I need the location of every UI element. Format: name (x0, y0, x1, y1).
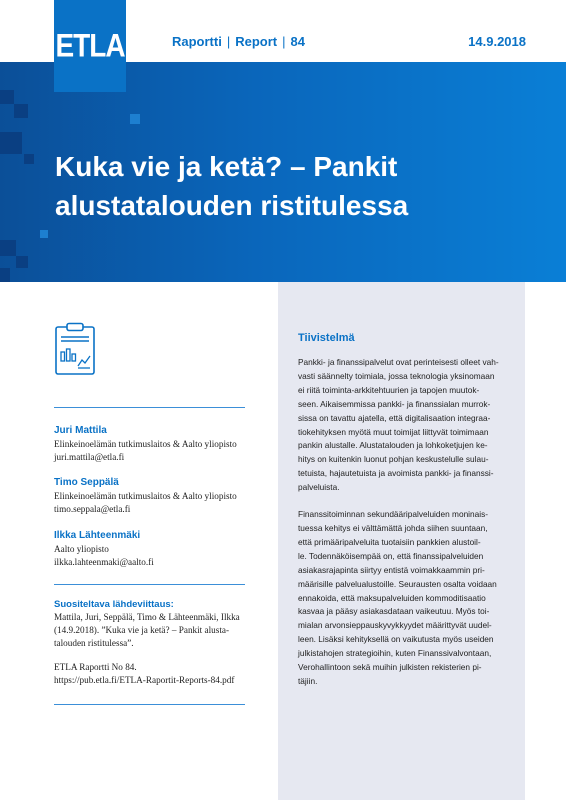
divider (54, 584, 245, 585)
author-name: Ilkka Lähteenmäki (54, 530, 141, 541)
separator: | (282, 34, 286, 49)
citation-series: ETLA Raportti No 84. (54, 662, 137, 672)
report-chart-icon (54, 322, 96, 376)
divider (54, 407, 245, 408)
summary-line: asiakasrajapinta siirtyy entistä voimakkaammin pri- (298, 564, 485, 575)
summary-line: tuessa kehitys ei välttämättä johda siihen suuntaan, (298, 522, 488, 533)
citation-block (54, 598, 264, 687)
pixel-decoration (24, 154, 34, 164)
etla-logo (54, 0, 126, 92)
summary-line: kasvaa ja pääsy asiakasdataan vaikeutuu. Myös toi- (298, 606, 490, 617)
citation-line: (14.9.2018). ”Kuka vie ja ketä? – Pankit alusta- (54, 625, 230, 635)
pixel-decoration (0, 90, 14, 104)
series-en: Report (235, 34, 278, 49)
logo-text: ETLA (55, 27, 125, 64)
author-block (54, 529, 274, 569)
title-line-1: Kuka vie ja ketä? – Pankit (55, 151, 398, 182)
citation-line: Mattila, Juri, Seppälä, Timo & Lähteenmäki, Ilkka (54, 612, 240, 622)
summary-line: vasti säännelty toimiala, jossa teknologia yksinomaan (298, 370, 495, 381)
separator: | (226, 34, 231, 49)
summary-line: Verohallintoon sekä muihin julkisten rekisterien pi- (298, 662, 482, 673)
author-affiliation: Elinkeinoelämän tutkimuslaitos & Aalto yliopisto (54, 439, 237, 449)
author-block (54, 476, 274, 516)
author-block (54, 424, 274, 464)
summary-line: hitys on kuitenkin luonut pohjan keskustelulle sulau- (298, 454, 489, 465)
pixel-decoration (130, 114, 140, 124)
author-name: Timo Seppälä (54, 477, 119, 488)
divider (54, 704, 245, 705)
summary-line: seen. Aikaisemmissa pankki- ja finanssialan murrok- (298, 398, 491, 409)
summary-line: määrisille palvelualustoille. Seurausten osalta voidaan (298, 578, 497, 589)
author-affiliation: Elinkeinoelämän tutkimuslaitos & Aalto yliopisto (54, 491, 237, 501)
citation-line: talouden ristitulessa”. (54, 638, 134, 648)
citation-url[interactable]: https://pub.etla.fi/ETLA-Raportit-Reports-84.pdf (54, 675, 235, 685)
summary-line: julkistahojen strategioihin, kuten Finanssivalvontaan, (298, 648, 492, 659)
summary-line: ennakoida, että maksupalveluiden kommoditisaatio (298, 592, 486, 603)
pixel-decoration (16, 256, 28, 268)
report-number: 84 (290, 34, 305, 49)
title-line-2: alustatalouden ristitulessa (55, 190, 409, 221)
series-fi: Raportti (172, 34, 222, 49)
pixel-decoration (14, 104, 28, 118)
pixel-decoration (0, 240, 16, 256)
summary-line: että primääripalveluita tuotaisiin pankkien alustoil- (298, 536, 481, 547)
summary-line: leen. Lisäksi kehityksellä on vaikutusta myös useiden (298, 634, 494, 645)
author-affiliation: Aalto yliopisto (54, 544, 109, 554)
summary-line: Finanssitoiminnan sekundääripalveluiden moninais- (298, 509, 489, 520)
summary-line: palveluista. (298, 482, 340, 493)
page-title (55, 147, 535, 225)
summary-line: Pankki- ja finanssipalvelut ovat perinteisesti olleet vah- (298, 357, 499, 367)
summary-paragraph (298, 508, 510, 689)
summary-body (298, 356, 510, 702)
summary-line: täjiin. (298, 675, 318, 686)
summary-line: sissa on tavattu ajatella, että digitalisaation integraa- (298, 412, 491, 423)
author-email: juri.mattila@etla.fi (54, 452, 125, 462)
author-email: ilkka.lahteenmaki@aalto.fi (54, 557, 154, 567)
summary-paragraph (298, 356, 510, 495)
report-date: 14.9.2018 (468, 34, 526, 49)
pixel-decoration (0, 132, 22, 154)
summary-title: Tiivistelmä (298, 332, 355, 344)
pixel-decoration (40, 230, 48, 238)
summary-line: mialan arvonsieppauskyvykkyydet määrittyvät uudel- (298, 620, 492, 631)
summary-line: tiokehityksen myötä muut toimijat liittyvät toimimaan (298, 426, 489, 437)
summary-line: le. Todennäköisempää on, että finanssipalveluiden (298, 550, 484, 561)
summary-line: ei riitä toiminta-arkkitehtuurien ja tapojen muutok- (298, 384, 480, 395)
report-series (172, 34, 305, 49)
summary-line: tetuista, hajautetuista ja avoimista pankki- ja finanssi- (298, 468, 494, 479)
author-email: timo.seppala@etla.fi (54, 504, 131, 514)
author-name: Juri Mattila (54, 425, 107, 436)
summary-line: pankin alustalle. Alustatalouden ja lohkoketjujen ke- (298, 440, 488, 451)
citation-heading: Suositeltava lähdeviittaus: (54, 599, 174, 610)
pixel-decoration (0, 268, 10, 282)
